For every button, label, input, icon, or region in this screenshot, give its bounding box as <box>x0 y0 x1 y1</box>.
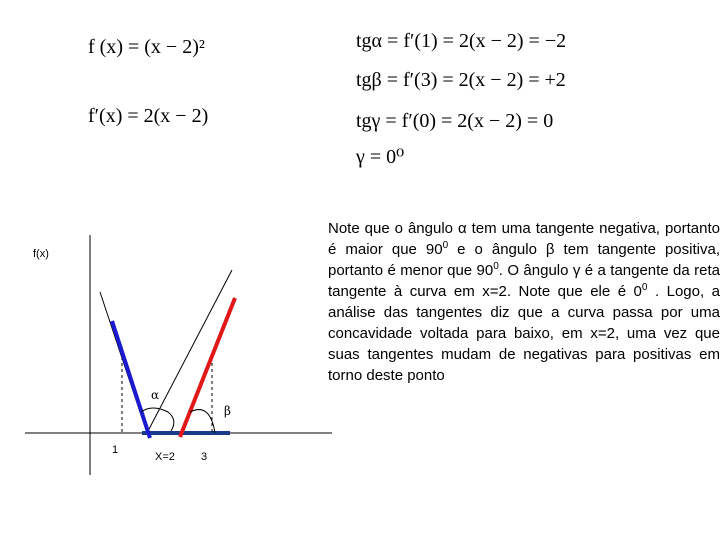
formula-tg-alpha: tgα = f′(1) = 2(x − 2) = −2 <box>356 30 567 52</box>
tick-label-1: 1 <box>112 444 119 456</box>
tick-label-3: 3 <box>201 451 208 463</box>
formula-tg-gamma: tgγ = f′(0) = 2(x − 2) = 0 <box>356 110 554 132</box>
note-part-3: . O ângulo γ é a tangente da reta tangente à curva em x=2. Note que ele é 0 <box>328 262 720 300</box>
alpha-label: α <box>151 388 160 402</box>
formula-f: f (x) = (x − 2)² <box>88 36 205 58</box>
tick-label-x2: X=2 <box>155 451 175 463</box>
formula-tg-beta: tgβ = f′(3) = 2(x − 2) = +2 <box>356 69 566 91</box>
note-part-4: . Logo, a análise das tangentes diz que a curva passa por uma concavidade voltada para baixo, em x=2, uma vez que suas tangentes mudam de negativas para positivas em torno deste ponto <box>328 283 720 384</box>
alpha-tangent-line <box>112 321 150 438</box>
note-sup-3: 0 <box>641 282 648 293</box>
beta-angle-arc <box>190 410 215 433</box>
note-sup-2: 0 <box>493 261 499 272</box>
note-part-1: Note que o ângulo α tem uma tangente negativa, portanto é maior que 90 <box>328 220 720 258</box>
formula-fprime: f′(x) = 2(x − 2) <box>88 105 209 127</box>
y-axis-label: f(x) <box>33 248 49 260</box>
formula-gamma: γ = 0⁰ <box>356 146 405 168</box>
note-part-2: e o ângulo β tem tangente positiva, portanto é menor que 90 <box>328 241 720 279</box>
note-sup-1: 0 <box>442 240 449 251</box>
beta-label: β <box>224 404 231 418</box>
